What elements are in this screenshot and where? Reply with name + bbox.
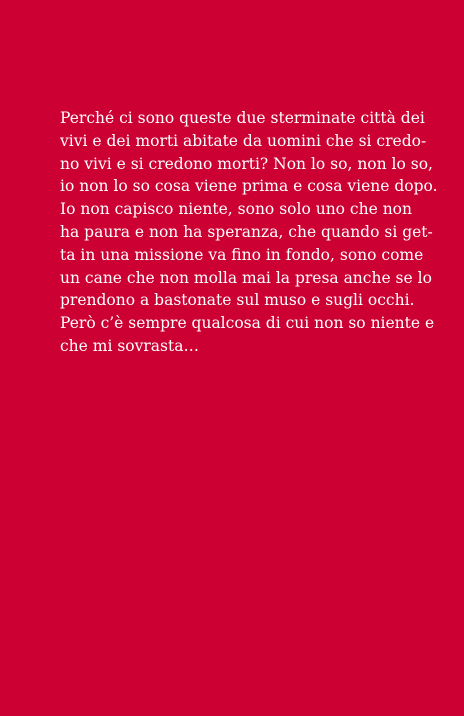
blurb-line: vivi e dei morti abitate da uomini che si credo-: [60, 131, 427, 150]
blurb-line: un cane che non molla mai la presa anche se lo: [60, 268, 432, 287]
blurb-line: ha paura e non ha speranza, che quando si get-: [60, 222, 433, 241]
blurb-line: io non lo so cosa viene prima e cosa viene dopo.: [60, 177, 438, 196]
blurb-line: prendono a bastonate sul muso e sugli occhi.: [60, 291, 415, 310]
back-cover-blurb: [60, 107, 438, 358]
blurb-line: Perché ci sono queste due sterminate città dei: [60, 109, 425, 127]
blurb-line: Io non capisco niente, sono solo uno che non: [60, 200, 412, 219]
blurb-line: no vivi e si credono morti? Non lo so, non lo so,: [60, 154, 433, 173]
blurb-line: che mi sovrasta…: [60, 336, 199, 355]
blurb-line: Però c’è sempre qualcosa di cui non so niente e: [60, 314, 435, 333]
blurb-line: ta in una missione va fino in fondo, sono come: [60, 245, 424, 264]
